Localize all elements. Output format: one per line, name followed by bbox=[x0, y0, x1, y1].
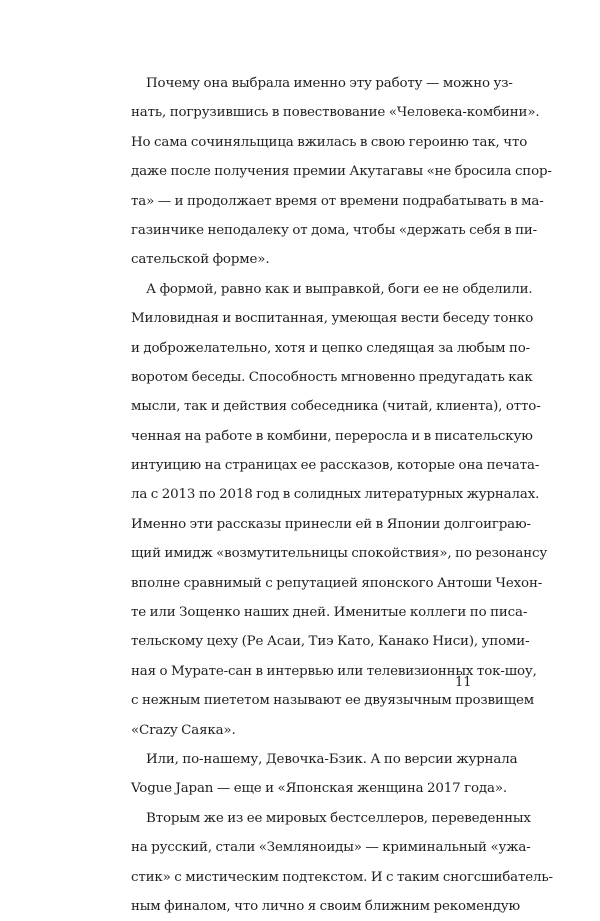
text-line: с нежным пиететом называют ее двуязычным прозвищем bbox=[131, 693, 535, 709]
text-line: ченная на работе в комбини, переросла и в писательскую bbox=[131, 428, 533, 444]
text-line: стик» с мистическим подтекстом. И с таким сногсшибатель- bbox=[131, 869, 553, 885]
text-line: та» — и продолжает время от времени подрабатывать в ма- bbox=[131, 193, 544, 209]
text-line: Вторым же из ее мировых бестселлеров, переведенных bbox=[146, 810, 531, 826]
text-line: Миловидная и воспитанная, умеющая вести беседу тонко bbox=[131, 311, 534, 327]
paragraph-4 bbox=[131, 804, 553, 921]
text-line: газинчике неподалеку от дома, чтобы «держать себя в пи- bbox=[131, 222, 538, 238]
text-line: даже после получения премии Акутагавы «не бросила спор- bbox=[131, 164, 552, 180]
text-line: нать, погрузившись в повествование «Человека-комбини». bbox=[131, 105, 540, 121]
text-line: те или Зощенко наших дней. Именитые коллеги по писа- bbox=[131, 605, 528, 621]
text-line: на русский, стали «Земляноиды» — криминальный «ужа- bbox=[131, 840, 531, 856]
text-line: вполне сравнимый с репутацией японского Антоши Чехон- bbox=[131, 575, 543, 591]
page-number: 11 bbox=[455, 675, 472, 690]
text-line: Vogue Japan — еще и «Японская женщина 2017 года». bbox=[131, 781, 507, 797]
text-line: ным финалом, что лично я своим ближним рекомендую bbox=[131, 898, 521, 914]
paragraph-1 bbox=[131, 69, 552, 275]
paragraph-3 bbox=[131, 745, 518, 804]
text-line: ная о Мурате-сан в интервью или телевизионных ток-шоу, bbox=[131, 663, 537, 679]
text-line: воротом беседы. Способность мгновенно предугадать как bbox=[131, 369, 533, 385]
text-line: Именно эти рассказы принесли ей в Японии долгоиграю- bbox=[131, 516, 531, 532]
text-line: «Crazy Саяка». bbox=[131, 722, 236, 738]
text-line: Или, по-нашему, Девочка-Бзик. А по версии журнала bbox=[146, 751, 518, 767]
text-line: сательской форме». bbox=[131, 252, 270, 268]
paragraph-2 bbox=[131, 275, 548, 745]
text-line: щий имидж «возмутительницы спокойствия», по резонансу bbox=[131, 546, 548, 562]
body-text bbox=[131, 69, 553, 921]
text-line: Почему она выбрала именно эту работу — можно уз- bbox=[146, 76, 513, 91]
text-line: тельскому цеху (Ре Асаи, Тиэ Като, Канако Ниси), упоми- bbox=[131, 634, 530, 650]
text-line: и доброжелательно, хотя и цепко следящая за любым по- bbox=[131, 340, 531, 356]
text-line: ла с 2013 по 2018 год в солидных литературных журналах. bbox=[131, 487, 540, 503]
text-line: Но сама сочиняльщица вжилась в свою героиню так, что bbox=[131, 134, 528, 150]
text-line: интуицию на страницах ее рассказов, которые она печата- bbox=[131, 458, 540, 474]
text-line: А формой, равно как и выправкой, боги ее не обделили. bbox=[146, 281, 533, 297]
text-line: мысли, так и действия собеседника (читай, клиента), отто- bbox=[131, 399, 541, 415]
